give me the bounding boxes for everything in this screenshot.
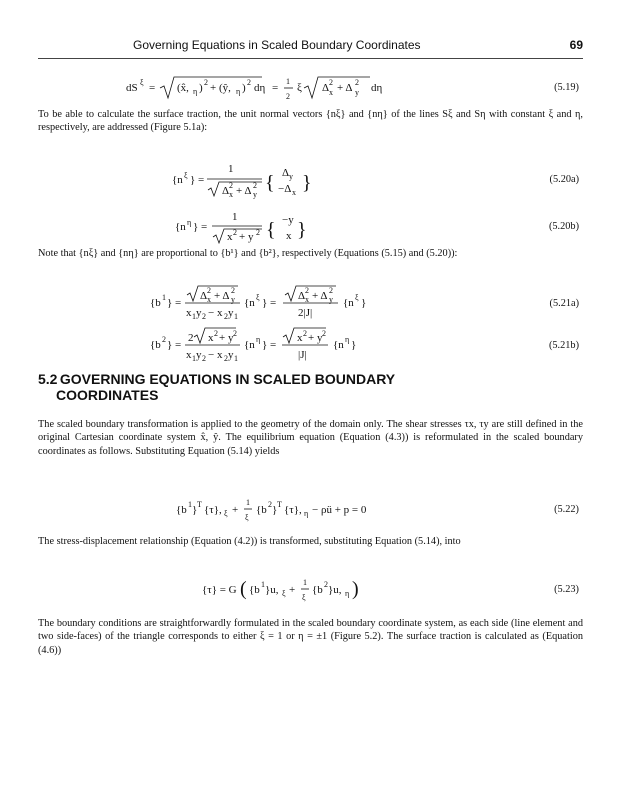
svg-text:2: 2: [233, 329, 237, 338]
svg-text:=: =: [149, 82, 156, 94]
equation-5-22-formula: [0, 490, 617, 530]
equation-5-19-formula: [0, 68, 617, 108]
svg-text:+ y: + y: [239, 231, 254, 243]
svg-text:Δ: Δ: [322, 82, 330, 94]
svg-text:{b: {b: [249, 584, 260, 596]
svg-text:dη: dη: [371, 82, 383, 94]
svg-text:y: y: [289, 172, 293, 181]
svg-text:2: 2: [162, 335, 166, 344]
svg-text:1: 1: [232, 211, 238, 223]
svg-text:2: 2: [233, 228, 237, 237]
svg-text:{b: {b: [150, 297, 161, 309]
equation-5-20b-formula: [0, 202, 617, 248]
svg-text:1: 1: [234, 312, 238, 321]
svg-text:}: }: [297, 219, 307, 241]
svg-text:y: y: [253, 190, 257, 199]
equation-5-20a-formula: [0, 152, 617, 202]
equation-5-20a: [0, 152, 617, 202]
svg-text:2|J|: 2|J|: [298, 307, 313, 319]
section-heading: [38, 371, 583, 403]
svg-text:x: x: [286, 230, 292, 242]
svg-text:1: 1: [192, 312, 196, 321]
svg-text:+ y: + y: [308, 332, 323, 344]
svg-text:2: 2: [224, 354, 228, 363]
svg-text:1: 1: [162, 293, 166, 302]
svg-text:2: 2: [286, 92, 290, 101]
svg-text:{: {: [265, 172, 275, 194]
svg-text:x: x: [297, 332, 303, 344]
svg-text:2: 2: [329, 78, 333, 87]
svg-text:y: y: [355, 88, 359, 97]
svg-text:x: x: [186, 349, 192, 361]
running-head-title: Governing Equations in Scaled Boundary Coordinates: [133, 38, 421, 52]
equation-number: (5.21a): [549, 298, 579, 309]
svg-text:2: 2: [322, 329, 326, 338]
section-title-line-1: GOVERNING EQUATIONS IN SCALED BOUNDARY: [59, 371, 396, 387]
svg-text:ξ: ξ: [297, 82, 302, 94]
equation-5-20b: [0, 202, 617, 248]
paragraph-scaled-transformation: The scaled boundary transformation is applied to the geometry of the domain only. The shear stresses τx, τy are still defined in the original Cartesian coordinate system x̂, ŷ. The equilibrium equation (Equation (4.3)) is reformulated in the scaled boundary coordinates as follows. Substituting Equation (5.14) yields: [38, 419, 583, 457]
svg-text:−y: −y: [282, 214, 294, 226]
svg-text:(: (: [240, 578, 247, 600]
svg-text:{τ},: {τ},: [204, 504, 222, 516]
svg-text:2: 2: [231, 286, 235, 295]
svg-text:ξ: ξ: [302, 593, 306, 602]
section-title-line-2: COORDINATES: [56, 387, 159, 403]
svg-text:{n: {n: [343, 297, 354, 309]
equation-5-23: [0, 570, 617, 610]
svg-text:}: }: [302, 172, 312, 194]
svg-text:η: η: [345, 589, 350, 598]
equation-number: (5.21b): [548, 340, 579, 351]
equation-number: (5.20a): [549, 174, 579, 185]
svg-text:2: 2: [207, 286, 211, 295]
svg-text:− x: − x: [208, 349, 223, 361]
svg-text:2: 2: [355, 78, 359, 87]
svg-text:dη: dη: [254, 82, 266, 94]
svg-text:η: η: [345, 335, 350, 344]
svg-text:}: }: [351, 339, 357, 351]
svg-text:}u,: }u,: [328, 584, 342, 596]
svg-text:x: x: [186, 307, 192, 319]
paragraph-unit-normals: To be able to calculate the surface traction, the unit normal vectors {nξ} and {nη} of the lines Sξ and Sη with constant ξ and η, respectively, are addressed (Figure 5.1a):: [38, 109, 583, 134]
svg-text:): ): [352, 578, 359, 600]
svg-text:2: 2: [305, 286, 309, 295]
svg-text:2: 2: [329, 286, 333, 295]
svg-text:2: 2: [324, 580, 328, 589]
svg-text:{n: {n: [333, 339, 344, 351]
svg-text:1: 1: [246, 498, 250, 507]
svg-text:2: 2: [202, 354, 206, 363]
svg-text:1: 1: [192, 354, 196, 363]
svg-text:y: y: [228, 349, 234, 361]
svg-text:=: =: [272, 82, 279, 94]
svg-text:+ y: + y: [219, 332, 234, 344]
svg-text:+: +: [232, 504, 239, 516]
svg-text:{n: {n: [172, 174, 183, 186]
equation-5-21a-formula: [0, 282, 617, 322]
svg-text:y: y: [196, 307, 202, 319]
svg-text:2: 2: [202, 312, 206, 321]
svg-text:1: 1: [261, 580, 265, 589]
svg-text:2: 2: [229, 181, 233, 190]
svg-text:1: 1: [234, 354, 238, 363]
equation-5-21a: [0, 282, 617, 322]
svg-text:+: +: [289, 584, 296, 596]
svg-text:ξ: ξ: [224, 509, 228, 518]
svg-text:{: {: [266, 219, 276, 241]
svg-text:{τ},: {τ},: [284, 504, 302, 516]
svg-text:x: x: [207, 295, 211, 304]
svg-text:{n: {n: [244, 297, 255, 309]
svg-text:+ Δ: + Δ: [337, 82, 353, 94]
equation-number: (5.22): [554, 504, 579, 515]
equation-number: (5.20b): [548, 221, 579, 232]
section-number: 5.2: [38, 371, 58, 387]
svg-text:2: 2: [268, 500, 272, 509]
svg-text:+ Δ: + Δ: [236, 185, 252, 197]
svg-text:y: y: [231, 295, 235, 304]
svg-text:2: 2: [214, 329, 218, 338]
svg-text:} =: } =: [262, 297, 277, 309]
equation-number: (5.23): [554, 584, 579, 595]
svg-text:2: 2: [303, 329, 307, 338]
svg-text:ξ: ξ: [140, 78, 144, 87]
running-head: [38, 38, 583, 59]
equation-5-23-formula: [0, 570, 617, 610]
svg-text:Δ: Δ: [222, 185, 230, 197]
svg-text:ξ: ξ: [256, 293, 260, 302]
svg-text:1: 1: [303, 578, 307, 587]
paragraph-boundary-conditions: The boundary conditions are straightforwardly formulated in the scaled boundary coordinate system, as each side (line element and two side-faces) of the triangle corresponds to either ξ = 1 or η = ±1 (Figure 5.2). The surface traction is calculated as (Equation (4.6)): [38, 618, 583, 656]
svg-text:1: 1: [188, 500, 192, 509]
svg-text:}: }: [361, 297, 367, 309]
svg-text:ξ: ξ: [282, 589, 286, 598]
svg-text:η: η: [304, 509, 309, 518]
svg-text:): ): [199, 82, 203, 94]
equation-5-22: [0, 490, 617, 530]
svg-text:y: y: [228, 307, 234, 319]
svg-text:η: η: [187, 218, 192, 227]
svg-text:} =: } =: [262, 339, 277, 351]
svg-text:Δ: Δ: [282, 167, 290, 179]
svg-text:2: 2: [256, 228, 260, 237]
svg-text:+ Δ: + Δ: [312, 290, 328, 302]
svg-text:1: 1: [286, 77, 290, 86]
svg-text:}: }: [192, 504, 198, 516]
svg-text:η: η: [193, 87, 198, 96]
svg-text:2: 2: [247, 78, 251, 87]
svg-text:− ρü + p = 0: − ρü + p = 0: [312, 504, 367, 516]
equation-number: (5.19): [554, 82, 579, 93]
svg-text:{b: {b: [150, 339, 161, 351]
svg-text:x: x: [227, 231, 233, 243]
svg-text:Δ: Δ: [200, 290, 208, 302]
svg-text:{τ} = G: {τ} = G: [202, 584, 237, 596]
svg-text:}: }: [272, 504, 278, 516]
svg-text:2: 2: [188, 332, 194, 344]
svg-text:} =: } =: [167, 339, 182, 351]
svg-text:dS: dS: [126, 82, 138, 94]
svg-text:+ (ŷ,: + (ŷ,: [210, 82, 231, 94]
svg-text:ξ: ξ: [245, 513, 249, 522]
equation-5-21b-formula: [0, 324, 617, 364]
svg-text:{b: {b: [176, 504, 187, 516]
svg-text:x: x: [229, 190, 233, 199]
svg-text:} =: } =: [193, 221, 208, 233]
svg-text:(x̂,: (x̂,: [177, 82, 189, 94]
page-number: 69: [569, 38, 583, 52]
svg-text:η: η: [236, 87, 241, 96]
svg-text:ξ: ξ: [184, 171, 188, 180]
paragraph-proportional: Note that {nξ} and {nη} are proportional to {b¹} and {b²}, respectively (Equations (5.15) and (5.20)):: [38, 248, 458, 259]
svg-text:x: x: [292, 188, 296, 197]
svg-text:}u,: }u,: [265, 584, 279, 596]
svg-text:} =: } =: [190, 174, 205, 186]
paragraph-stress-displacement: The stress-displacement relationship (Equation (4.2)) is transformed, substituting Equation (5.14), into: [38, 536, 461, 547]
svg-text:{n: {n: [244, 339, 255, 351]
svg-text:x: x: [208, 332, 214, 344]
svg-text:} =: } =: [167, 297, 182, 309]
svg-text:{b: {b: [256, 504, 267, 516]
svg-text:ξ: ξ: [355, 293, 359, 302]
svg-text:− x: − x: [208, 307, 223, 319]
equation-5-21b: [0, 324, 617, 364]
svg-text:T: T: [197, 500, 202, 509]
svg-text:y: y: [196, 349, 202, 361]
svg-text:2: 2: [204, 78, 208, 87]
svg-text:x: x: [329, 88, 333, 97]
equation-5-19: [0, 68, 617, 108]
svg-text:x: x: [305, 295, 309, 304]
svg-text:2: 2: [253, 181, 257, 190]
svg-text:Δ: Δ: [298, 290, 306, 302]
svg-text:2: 2: [224, 312, 228, 321]
svg-text:−Δ: −Δ: [278, 183, 292, 195]
svg-text:{b: {b: [312, 584, 323, 596]
svg-text:{n: {n: [175, 221, 186, 233]
svg-text:y: y: [329, 295, 333, 304]
svg-text:T: T: [277, 500, 282, 509]
svg-text:): ): [242, 82, 246, 94]
svg-text:η: η: [256, 335, 261, 344]
svg-text:|J|: |J|: [298, 349, 307, 361]
svg-text:+ Δ: + Δ: [214, 290, 230, 302]
svg-text:1: 1: [228, 163, 234, 175]
